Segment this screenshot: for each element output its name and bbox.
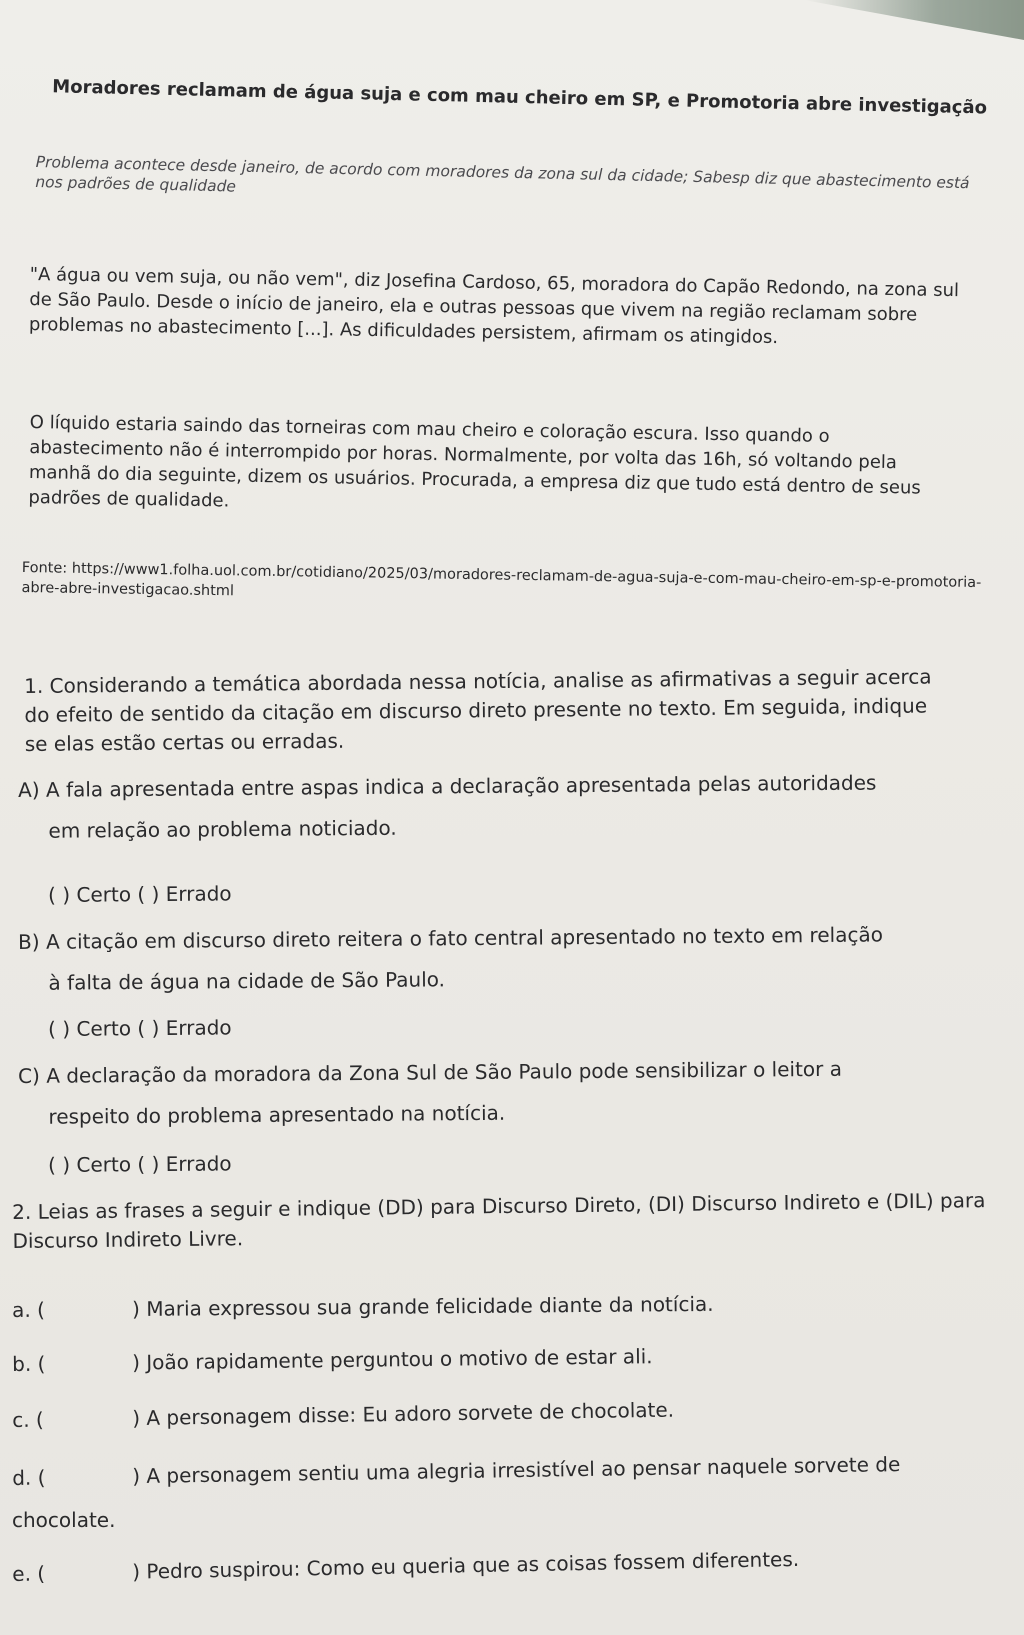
question-1-option-a-answer[interactable]: ( ) Certo ( ) Errado (48, 881, 232, 907)
article-source: Fonte: https://www1.folha.uol.com.br/cotidiano/2025/03/moradores-reclamam-de-agua-suja-e-com-mau-cheiro-em-sp-e-promotoria-abre-abre-investigacao.shtml (21, 559, 982, 600)
item-text: ) Pedro suspirou: Como eu queria que as coisas fossem diferentes. (132, 1546, 800, 1584)
question-2-item-c (12, 1390, 1012, 1434)
item-label[interactable]: c. ( (12, 1407, 44, 1432)
option-continuation: em relação ao problema noticiado. (48, 815, 397, 843)
question-2-item-d-continuation: chocolate. (12, 1508, 116, 1532)
question-2-item-b (12, 1338, 1012, 1378)
item-label[interactable]: d. ( (12, 1465, 46, 1490)
option-text: A fala apresentada entre aspas indica a declaração apresentada pelas autoridades (45, 770, 877, 802)
question-2-prompt: 2. Leias as frases a seguir e indique (DD) para Discurso Direto, (DI) Discurso Indireto e (DIL) para Discurso Indireto Livre. (12, 1188, 986, 1253)
article-title: Moradores reclamam de água suja e com mau cheiro em SP, e Promotoria abre investigação (52, 76, 988, 119)
question-2-item-d (12, 1448, 1012, 1492)
article-subtitle: Problema acontece desde janeiro, de acordo com moradores da zona sul da cidade; Sabesp diz que abastecimento está nos padrões de qualidade (35, 152, 970, 196)
option-text: A citação em discurso direto reitera o fato central apresentado no texto em relação (45, 922, 883, 954)
item-text: ) Maria expressou sua grande felicidade diante da notícia. (132, 1291, 714, 1321)
item-label[interactable]: e. ( (12, 1561, 46, 1586)
item-text: ) A personagem sentiu uma alegria irresistível ao pensar naquele sorvete de (132, 1452, 901, 1489)
article-paragraph-2: O líquido estaria saindo das torneiras com mau cheiro e coloração escura. Isso quando o abastecimento não é interrompido por horas. Normalmente, por volta das 16h, só voltando pela manhã do dia seguinte, dizem os usuários. Procurada, a empresa diz que tudo está dentro de seus padrões de qualidade. (28, 411, 921, 512)
article-paragraph-1: "A água ou vem suja, ou não vem", diz Josefina Cardoso, 65, moradora do Capão Redondo, na zona sul de São Paulo. Desde o início de janeiro, ela e outras pessoas que vivem na região reclamam sobre problemas no abastecimento [...]. As dificuldades persistem, afirmam os atingidos. (28, 263, 960, 349)
item-text: ) A personagem disse: Eu adoro sorvete de chocolate. (132, 1397, 675, 1431)
option-letter: A) (18, 777, 40, 802)
question-2-item-a (12, 1287, 1012, 1324)
option-letter: C) (18, 1063, 41, 1088)
question-1-prompt: 1. Considerando a temática abordada nessa notícia, analise as afirmativas a seguir acerca do efeito de sentido da citação em discurso direto presente no texto. Em seguida, indique se elas estão certas ou erradas. (24, 664, 932, 756)
question-1-option-c-answer[interactable]: ( ) Certo ( ) Errado (48, 1151, 232, 1177)
item-text: ) João rapidamente perguntou o motivo de estar ali. (132, 1344, 653, 1375)
green-corner-decoration (804, 0, 1024, 40)
question-1-option-a (18, 768, 989, 846)
option-continuation: à falta de água na cidade de São Paulo. (48, 967, 446, 995)
option-text: A declaração da moradora da Zona Sul de São Paulo pode sensibilizar o leitor a (46, 1056, 843, 1088)
question-1-option-b-answer[interactable]: ( ) Certo ( ) Errado (48, 1015, 232, 1041)
option-continuation: respeito do problema apresentado na notícia. (48, 1100, 506, 1129)
question-1-option-b (18, 920, 989, 998)
question-1-option-c (18, 1054, 989, 1132)
option-letter: B) (18, 929, 40, 954)
item-label[interactable]: a. ( (12, 1297, 46, 1322)
item-label[interactable]: b. ( (12, 1351, 46, 1376)
question-2-item-e (12, 1541, 1012, 1588)
